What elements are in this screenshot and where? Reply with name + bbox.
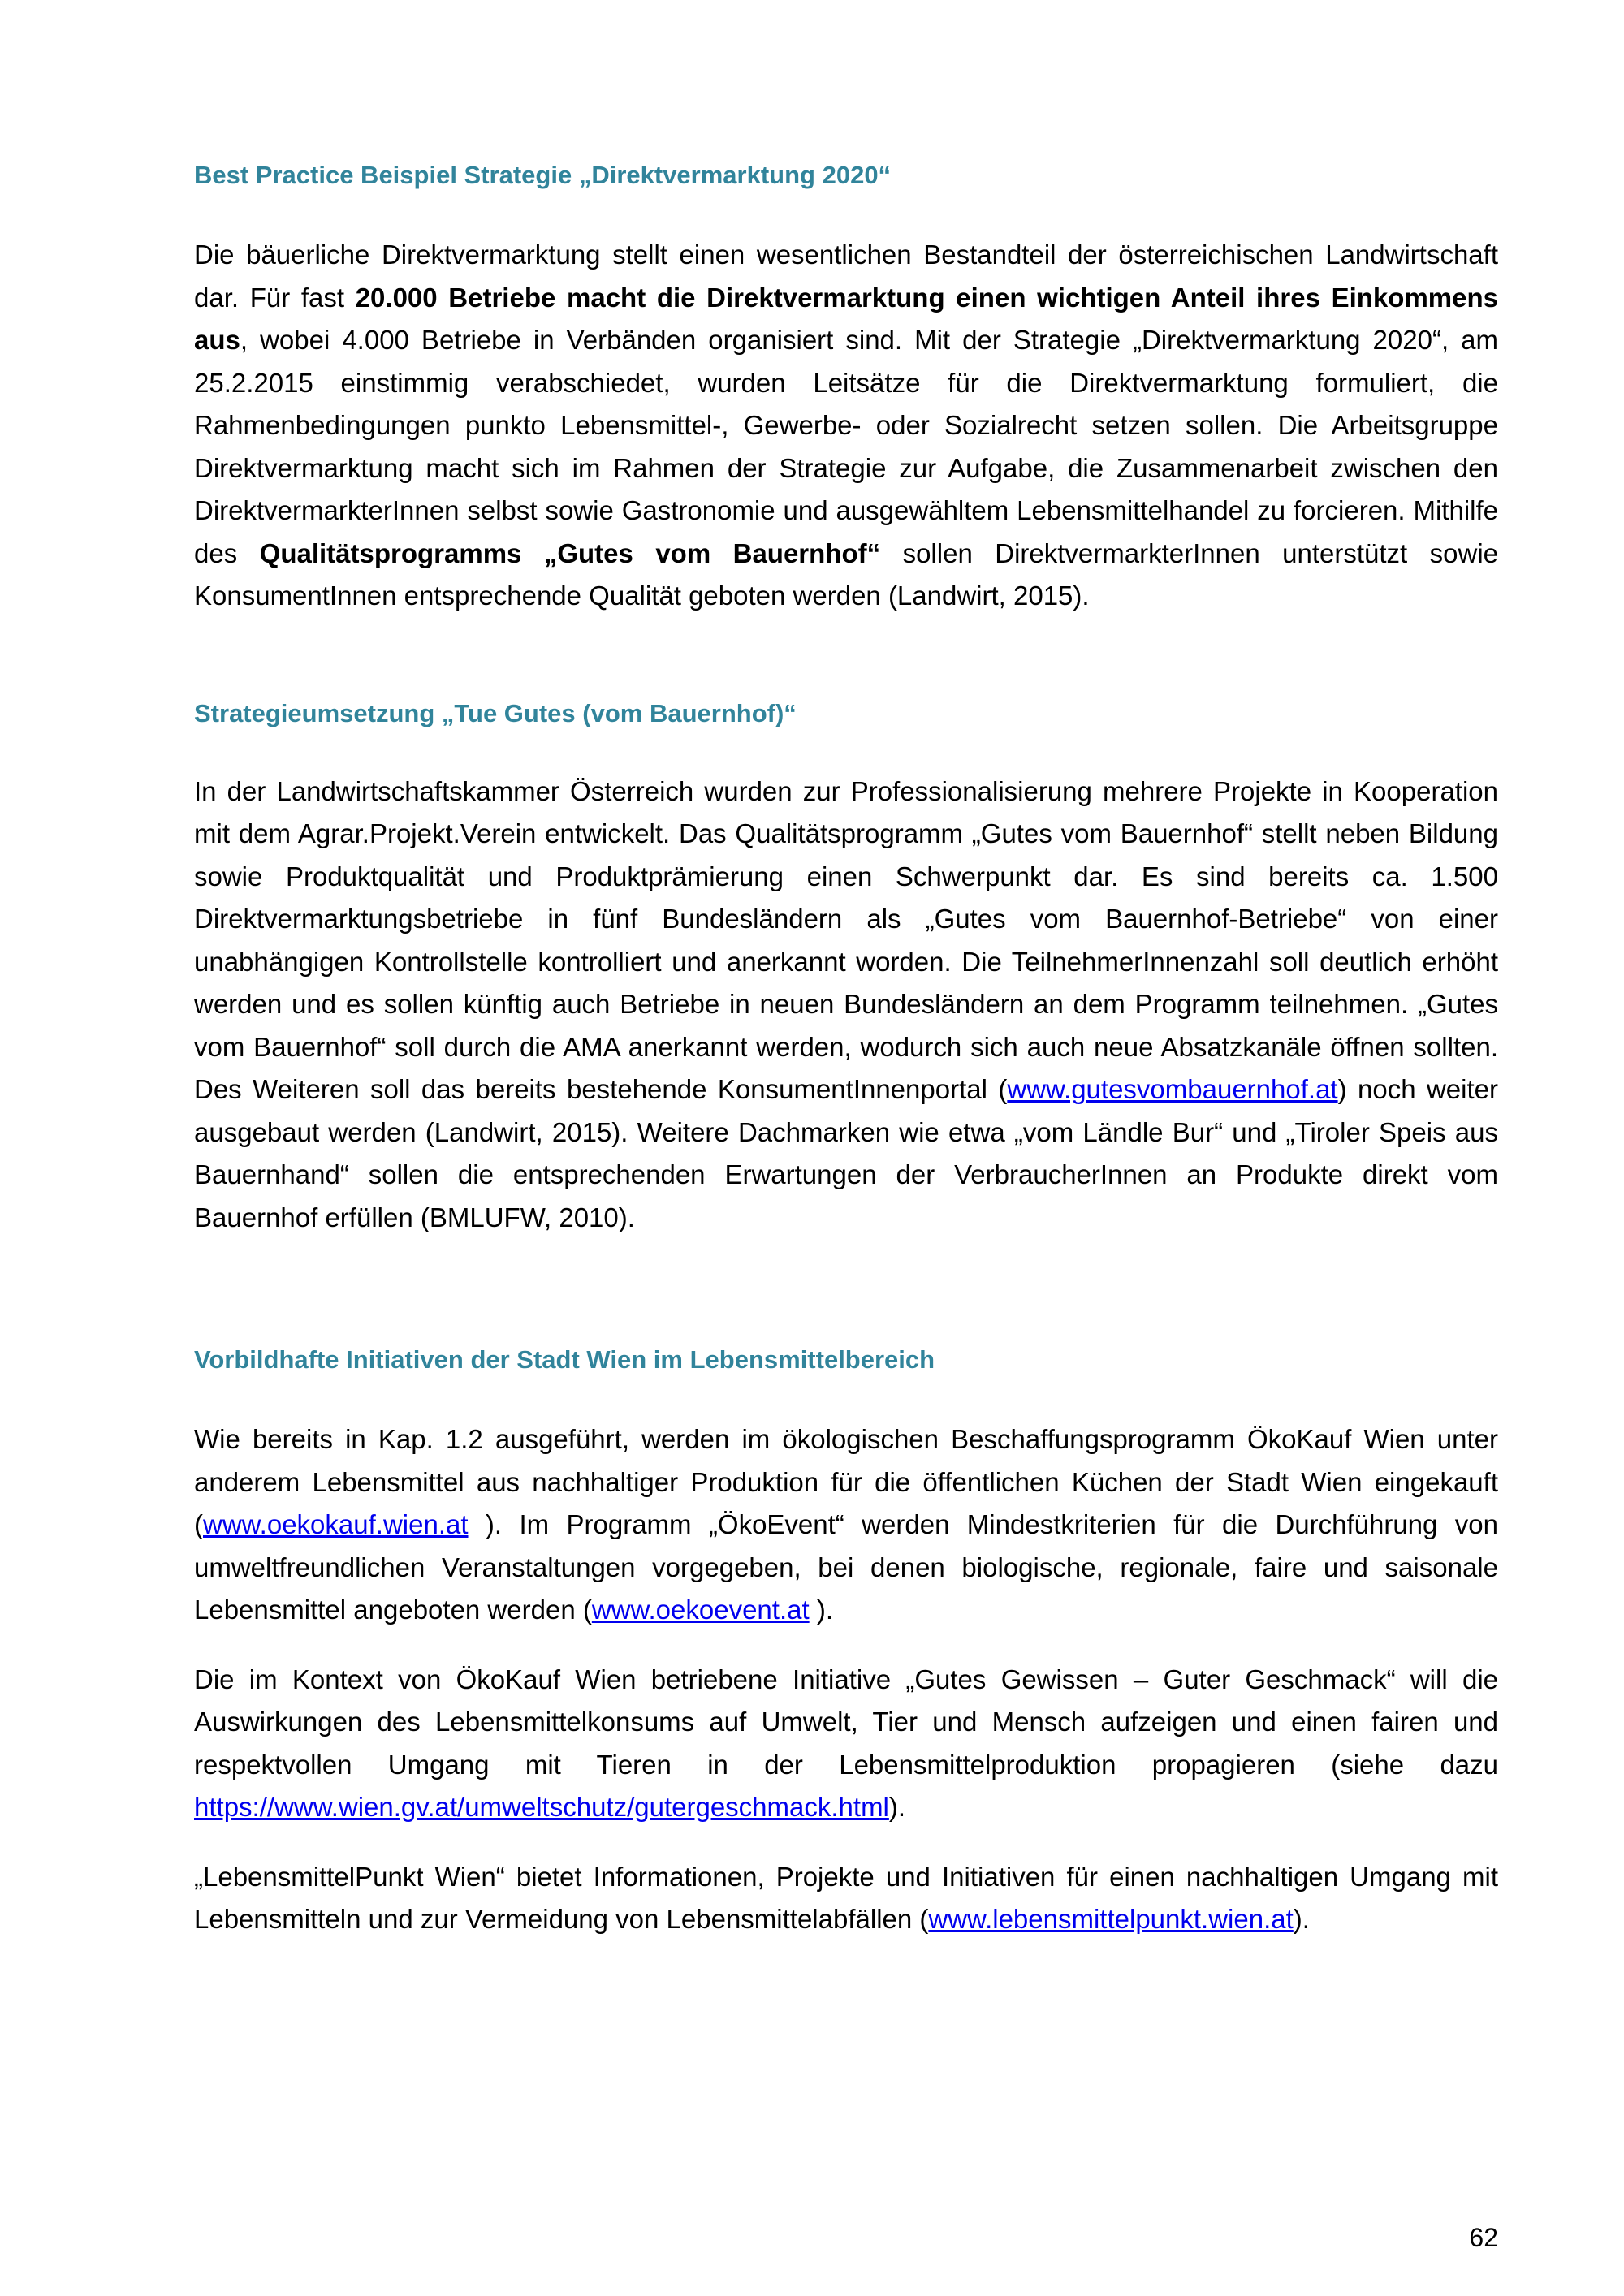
text-run: ) noch weiter ausgebaut werden (Landwirt, 2015). Weitere Dachmarken wie etwa „vom Ländle Bur“ und „Tiroler Speis aus Bauernhand“ sollen die entsprechenden Erwartungen der VerbraucherInnen an Produkte direkt vom Bauernhof erfüllen (BMLUFW, 2010). xyxy=(194,1074,1498,1232)
section-heading-strategieumsetzung: Strategieumsetzung „Tue Gutes (vom Bauernhof)“ xyxy=(194,698,797,727)
text-run: sollen DirektvermarkterInnen unterstützt sowie KonsumentInnen entsprechende Qualität geboten werden (Landwirt, 2015). xyxy=(194,537,1499,611)
text-run: Wie bereits in Kap. 1.2 ausgeführt, werden im ökologischen Beschaffungsprogramm ÖkoKauf Wien unter anderem Lebensmittel aus nachhaltiger Produktion für die öffentlichen Küchen der Stadt Wien eingekauft ( xyxy=(194,1424,1498,1539)
paragraph-oekokauf xyxy=(194,1418,1498,1632)
page-content xyxy=(194,159,1498,1941)
text-run: , wobei 4.000 Betriebe in Verbänden organisiert sind. Mit der Strategie „Direktvermarktung 2020“, am 25.2.2015 einstimmig verabschiedet, wurden Leitsätze für die Direktvermarktung formuliert, die Rahmenbedingungen punkto Lebensmittel-, Gewerbe- oder Sozialrecht setzen sollen. Die Arbeitsgruppe Direktvermarktung macht sich im Rahmen der Strategie zur Aufgabe, die Zusammenarbeit zwischen den DirektvermarkterInnen selbst sowie Gastronomie und ausgewähltem Lebensmittelhandel zu forcieren. Mithilfe des xyxy=(194,325,1498,568)
section-heading-direktvermarktung: Best Practice Beispiel Strategie „Direktvermarktung 2020“ xyxy=(194,161,892,189)
text-run: In der Landwirtschaftskammer Österreich wurden zur Professionalisierung mehrere Projekte in Kooperation mit dem Agrar.Projekt.Verein entwickelt. Das Qualitätsprogramm „Gutes vom Bauernhof“ stellt neben Bildung sowie Produktqualität und Produktprämierung einen Schwerpunkt dar. Es sind bereits ca. 1.500 Direktvermarktungsbetriebe in fünf Bundesländern als „Gutes vom Bauernhof-Betriebe“ von einer unabhängigen Kontrollstelle kontrolliert und anerkannt worden. Die TeilnehmerInnenzahl soll deutlich erhöht werden und es sollen künftig auch Betriebe in neuen Bundesländern an dem Programm teilnehmen. „Gutes vom Bauernhof“ soll durch die AMA anerkannt werden, wodurch sich auch neue Absatzkanäle öffnen sollten. Des Weiteren soll das bereits bestehende KonsumentInnenportal ( xyxy=(194,775,1498,1104)
text-run: ). xyxy=(809,1595,833,1625)
link-gutesvombauernhof[interactable]: www.gutesvombauernhof.at xyxy=(1007,1074,1338,1104)
text-run: Die bäuerliche Direktvermarktung stellt einen wesentlichen Bestandteil der österreichischen Landwirtschaft dar. Für fast xyxy=(194,240,1498,313)
text-run: ). Im Programm „ÖkoEvent“ werden Mindestkriterien für die Durchführung von umweltfreundlichen Veranstaltungen vorgegeben, bei denen biologische, regionale, faire und saisonale Lebensmittel angeboten werden ( xyxy=(194,1509,1498,1625)
paragraph-direktvermarktung xyxy=(194,234,1498,618)
page-number: 62 xyxy=(1469,2223,1498,2252)
section-heading-stadt-wien: Vorbildhafte Initiativen der Stadt Wien im Lebensmittelbereich xyxy=(194,1345,935,1374)
bold-run: 20.000 Betriebe macht die Direktvermarktung einen wichtigen Anteil ihres Einkommens aus xyxy=(194,282,1498,355)
text-run: „LebensmittelPunkt Wien“ bietet Informationen, Projekte und Initiativen für einen nachhaltigen Umgang mit Lebensmitteln und zur Vermeidung von Lebensmittelabfällen ( xyxy=(194,1861,1498,1934)
link-oekoevent[interactable]: www.oekoevent.at xyxy=(591,1595,810,1625)
link-gutergeschmack[interactable]: https://www.wien.gv.at/umweltschutz/gutergeschmack.html xyxy=(194,1792,889,1822)
paragraph-gutes-gewissen xyxy=(194,1659,1498,1829)
link-lebensmittelpunkt[interactable]: www.lebensmittelpunkt.wien.at xyxy=(928,1904,1294,1934)
text-run: ). xyxy=(888,1792,906,1822)
text-run: ). xyxy=(1293,1904,1310,1934)
text-run: Die im Kontext von ÖkoKauf Wien betriebene Initiative „Gutes Gewissen – Guter Geschmack“ will die Auswirkungen des Lebensmittelkonsums auf Umwelt, Tier und Mensch aufzeigen und einen fairen und respektvollen Umgang mit Tieren in der Lebensmittelproduktion propagieren (siehe dazu xyxy=(194,1664,1498,1780)
bold-run: Qualitätsprogramms „Gutes vom Bauernhof“ xyxy=(259,537,881,568)
link-oekokauf[interactable]: www.oekokauf.wien.at xyxy=(203,1509,469,1539)
paragraph-lebensmittelpunkt xyxy=(194,1856,1498,1941)
paragraph-strategieumsetzung xyxy=(194,770,1498,1240)
